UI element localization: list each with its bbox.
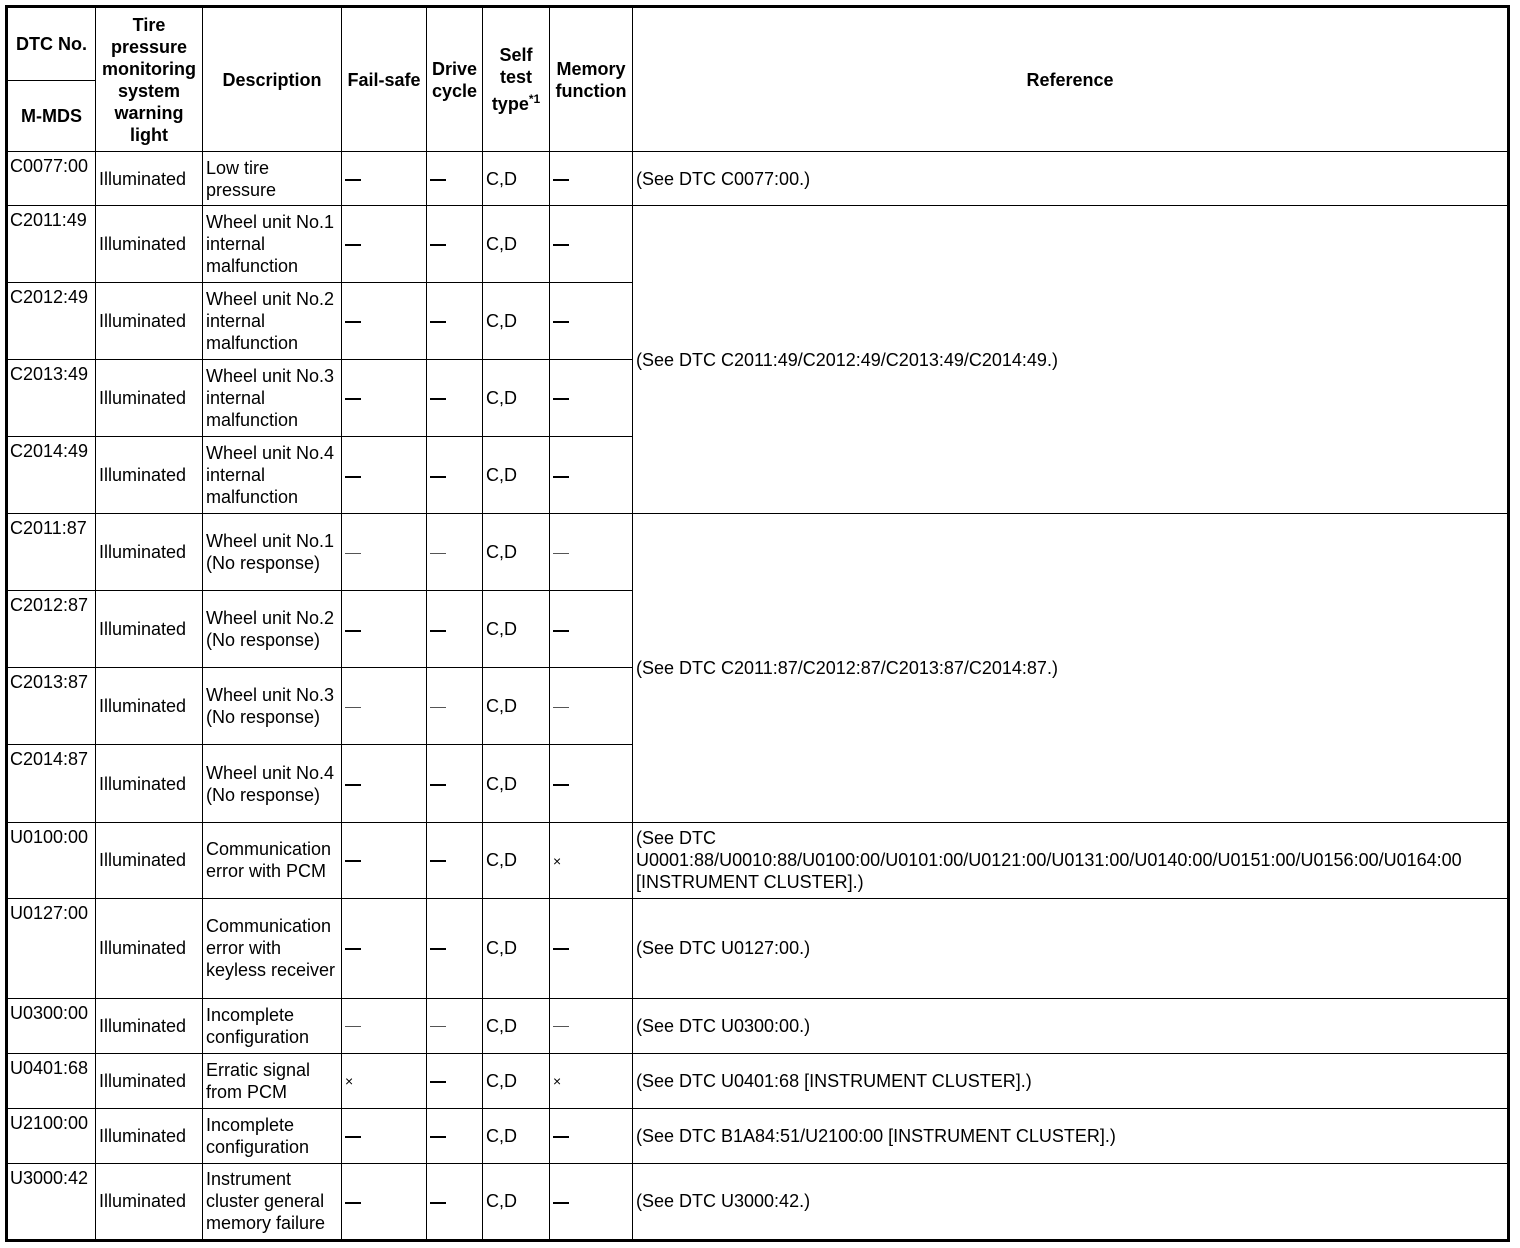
description: Wheel unit No.1 (No response) [203, 514, 342, 591]
description: Communication error with PCM [203, 822, 342, 898]
dtc-code: C2011:87 [7, 514, 96, 591]
dash-mark [553, 1136, 569, 1138]
dtc-code: U0300:00 [7, 998, 96, 1053]
fail-safe-cell [342, 1163, 427, 1240]
dtc-code: C2014:49 [7, 437, 96, 514]
warning-light-status: Illuminated [96, 1053, 203, 1108]
reference: (See DTC U0401:68 [INSTRUMENT CLUSTER].) [633, 1053, 1509, 1108]
dash-mark [553, 784, 569, 786]
fail-safe-cell [342, 745, 427, 822]
dash-mark [430, 860, 446, 862]
dash-mark [345, 860, 361, 862]
self-test-type: C,D [483, 152, 550, 206]
warning-light-status: Illuminated [96, 206, 203, 283]
memory-function-cell [550, 437, 633, 514]
dash-mark [345, 1026, 361, 1027]
dash-mark [345, 244, 361, 246]
header-self-test-type [483, 7, 550, 152]
dtc-code: U0401:68 [7, 1053, 96, 1108]
dtc-code: C2011:49 [7, 206, 96, 283]
header-reference: Reference [633, 7, 1509, 152]
dash-mark [553, 553, 569, 554]
fail-safe-cell [342, 898, 427, 998]
dash-mark [345, 784, 361, 786]
table-body [7, 152, 1509, 1241]
dash-mark [553, 179, 569, 181]
memory-function-cell [550, 591, 633, 668]
reference [633, 822, 1509, 898]
dash-mark [430, 1026, 446, 1027]
dtc-code: C2013:87 [7, 668, 96, 745]
self-test-footnote: *1 [528, 92, 541, 106]
self-test-type: C,D [483, 898, 550, 998]
header-tpms-light: Tire pressure monitoring system warning light [96, 7, 203, 152]
reference: (See DTC U3000:42.) [633, 1163, 1509, 1240]
dash-mark [430, 179, 446, 181]
dash-mark [430, 948, 446, 950]
memory-function-cell [550, 668, 633, 745]
drive-cycle-cell [427, 591, 483, 668]
dash-mark [345, 707, 361, 708]
reference: (See DTC B1A84:51/U2100:00 [INSTRUMENT CLUSTER].) [633, 1108, 1509, 1163]
description: Communication error with keyless receiver [203, 898, 342, 998]
reference: (See DTC U0300:00.) [633, 998, 1509, 1053]
dash-mark [430, 398, 446, 400]
self-test-type: C,D [483, 360, 550, 437]
description: Wheel unit No.4 internal malfunction [203, 437, 342, 514]
fail-safe-cell [342, 360, 427, 437]
warning-light-status: Illuminated [96, 668, 203, 745]
cross-mark: × [345, 1073, 354, 1090]
header-fail-safe: Fail-safe [342, 7, 427, 152]
description: Wheel unit No.1 internal malfunction [203, 206, 342, 283]
dash-mark [430, 1202, 446, 1204]
drive-cycle-cell [427, 822, 483, 898]
dash-mark [345, 398, 361, 400]
dash-mark [553, 244, 569, 246]
dash-mark [345, 179, 361, 181]
memory-function-cell [550, 514, 633, 591]
dash-mark [430, 784, 446, 786]
dash-mark [430, 1136, 446, 1138]
dash-mark [345, 630, 361, 632]
drive-cycle-cell [427, 437, 483, 514]
dash-mark [430, 1081, 446, 1083]
fail-safe-cell [342, 668, 427, 745]
table-row [7, 822, 1509, 898]
drive-cycle-cell [427, 1163, 483, 1240]
drive-cycle-cell [427, 283, 483, 360]
warning-light-status: Illuminated [96, 745, 203, 822]
drive-cycle-cell [427, 1053, 483, 1108]
fail-safe-cell [342, 591, 427, 668]
drive-cycle-cell [427, 206, 483, 283]
memory-function-cell [550, 822, 633, 898]
reference: (See DTC U0127:00.) [633, 898, 1509, 998]
reference: (See DTC C0077:00.) [633, 152, 1509, 206]
reference-line: (See DTC [636, 828, 717, 849]
dtc-code: C0077:00 [7, 152, 96, 206]
dtc-table [5, 5, 1510, 1242]
self-test-type: C,D [483, 591, 550, 668]
self-test-type: C,D [483, 206, 550, 283]
memory-function-cell [550, 998, 633, 1053]
warning-light-status: Illuminated [96, 898, 203, 998]
dash-mark [345, 476, 361, 478]
self-test-type: C,D [483, 1108, 550, 1163]
drive-cycle-cell [427, 998, 483, 1053]
description: Wheel unit No.3 internal malfunction [203, 360, 342, 437]
self-test-type: C,D [483, 668, 550, 745]
table-row [7, 998, 1509, 1053]
memory-function-cell [550, 898, 633, 998]
memory-function-cell [550, 1053, 633, 1108]
dtc-code: C2012:49 [7, 283, 96, 360]
dash-mark [553, 707, 569, 708]
fail-safe-cell [342, 152, 427, 206]
dtc-code: U2100:00 [7, 1108, 96, 1163]
reference: (See DTC C2011:87/C2012:87/C2013:87/C2014:87.) [633, 514, 1509, 822]
header-mmds: M-MDS [7, 81, 96, 152]
description: Low tire pressure [203, 152, 342, 206]
dash-mark [430, 707, 446, 708]
self-test-type: C,D [483, 514, 550, 591]
dtc-code: C2014:87 [7, 745, 96, 822]
dash-mark [553, 476, 569, 478]
self-test-type: C,D [483, 998, 550, 1053]
table-row [7, 898, 1509, 998]
fail-safe-cell [342, 1108, 427, 1163]
drive-cycle-cell [427, 514, 483, 591]
dash-mark [345, 553, 361, 554]
memory-function-cell [550, 1108, 633, 1163]
self-test-type: C,D [483, 1053, 550, 1108]
memory-function-cell [550, 1163, 633, 1240]
cross-mark: × [553, 1073, 562, 1090]
fail-safe-cell [342, 1053, 427, 1108]
fail-safe-cell [342, 206, 427, 283]
reference: (See DTC C2011:49/C2012:49/C2013:49/C2014:49.) [633, 206, 1509, 514]
dtc-code: U0100:00 [7, 822, 96, 898]
drive-cycle-cell [427, 898, 483, 998]
description: Wheel unit No.4 (No response) [203, 745, 342, 822]
description: Erratic signal from PCM [203, 1053, 342, 1108]
header-drive-cycle: Drive cycle [427, 7, 483, 152]
fail-safe-cell [342, 283, 427, 360]
table-row [7, 514, 1509, 591]
drive-cycle-cell [427, 1108, 483, 1163]
self-test-type: C,D [483, 437, 550, 514]
dash-mark [430, 476, 446, 478]
dash-mark [553, 630, 569, 632]
dash-mark [430, 244, 446, 246]
dtc-code: C2013:49 [7, 360, 96, 437]
table-row [7, 152, 1509, 206]
drive-cycle-cell [427, 152, 483, 206]
dash-mark [430, 630, 446, 632]
memory-function-cell [550, 206, 633, 283]
self-test-type: C,D [483, 822, 550, 898]
dash-mark [553, 948, 569, 950]
warning-light-status: Illuminated [96, 998, 203, 1053]
dtc-code: U0127:00 [7, 898, 96, 998]
description: Wheel unit No.3 (No response) [203, 668, 342, 745]
dash-mark [345, 948, 361, 950]
description: Incomplete configuration [203, 998, 342, 1053]
warning-light-status: Illuminated [96, 1163, 203, 1240]
dash-mark [345, 1136, 361, 1138]
dash-mark [430, 321, 446, 323]
cross-mark: × [553, 852, 562, 869]
table-row [7, 1108, 1509, 1163]
self-test-type: C,D [483, 283, 550, 360]
memory-function-cell [550, 360, 633, 437]
dtc-code: C2012:87 [7, 591, 96, 668]
drive-cycle-cell [427, 745, 483, 822]
warning-light-status: Illuminated [96, 152, 203, 206]
table-row [7, 206, 1509, 283]
memory-function-cell [550, 283, 633, 360]
description: Incomplete configuration [203, 1108, 342, 1163]
fail-safe-cell [342, 437, 427, 514]
warning-light-status: Illuminated [96, 514, 203, 591]
self-test-label: Self test type [491, 45, 533, 114]
fail-safe-cell [342, 998, 427, 1053]
reference-line: U0001:88/U0010:88/U0100:00/U0101:00/U0121:00/U0131:00/U0140:00/U0151:00/U0156:00/U0164:00 [636, 850, 1462, 871]
table-header [7, 7, 1509, 152]
header-description: Description [203, 7, 342, 152]
warning-light-status: Illuminated [96, 360, 203, 437]
description: Wheel unit No.2 internal malfunction [203, 283, 342, 360]
warning-light-status: Illuminated [96, 437, 203, 514]
dtc-code: U3000:42 [7, 1163, 96, 1240]
dash-mark [553, 1202, 569, 1204]
dash-mark [553, 321, 569, 323]
memory-function-cell [550, 745, 633, 822]
self-test-type: C,D [483, 1163, 550, 1240]
description: Instrument cluster general memory failure [203, 1163, 342, 1240]
table-row [7, 1053, 1509, 1108]
fail-safe-cell [342, 822, 427, 898]
warning-light-status: Illuminated [96, 822, 203, 898]
dash-mark [553, 1026, 569, 1027]
dash-mark [430, 553, 446, 554]
memory-function-cell [550, 152, 633, 206]
dash-mark [553, 398, 569, 400]
self-test-type: C,D [483, 745, 550, 822]
header-dtc-no: DTC No. [7, 7, 96, 81]
warning-light-status: Illuminated [96, 283, 203, 360]
drive-cycle-cell [427, 360, 483, 437]
description: Wheel unit No.2 (No response) [203, 591, 342, 668]
fail-safe-cell [342, 514, 427, 591]
warning-light-status: Illuminated [96, 591, 203, 668]
warning-light-status: Illuminated [96, 1108, 203, 1163]
header-memory-function: Memory function [550, 7, 633, 152]
dash-mark [345, 1202, 361, 1204]
reference-line: [INSTRUMENT CLUSTER].) [636, 872, 864, 893]
dash-mark [345, 321, 361, 323]
drive-cycle-cell [427, 668, 483, 745]
table-row [7, 1163, 1509, 1240]
